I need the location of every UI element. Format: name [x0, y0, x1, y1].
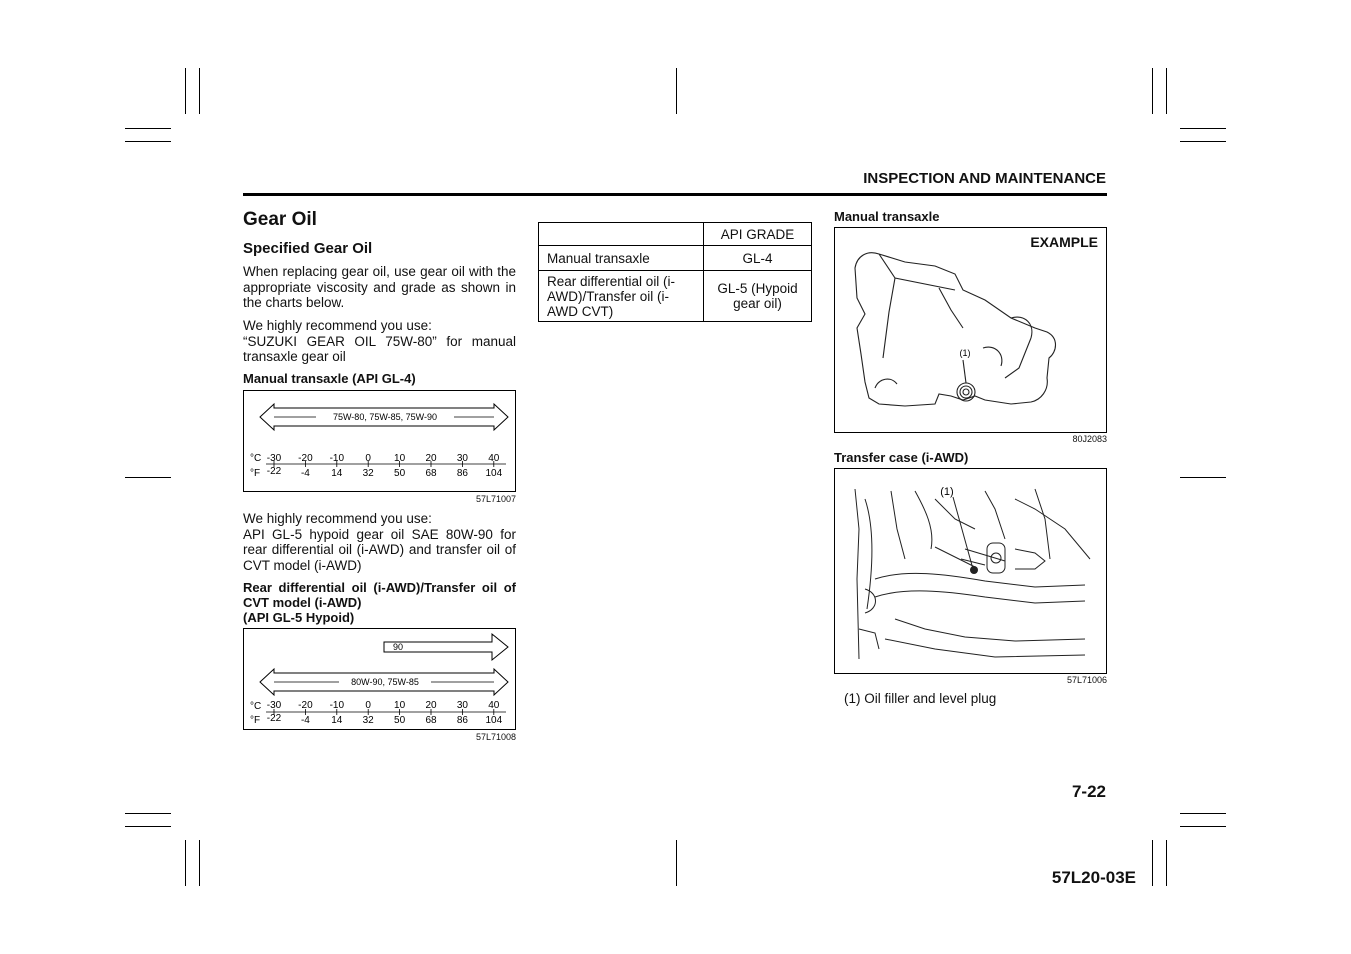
celsius-tick-label: 0: [365, 453, 371, 464]
chart2-ticks: [267, 700, 503, 726]
crop-mark: [125, 128, 171, 129]
celsius-tick-label: -30: [266, 453, 282, 464]
table-cell-grade: GL-5 (Hypoid gear oil): [704, 271, 812, 322]
crop-mark: [125, 477, 171, 478]
crop-mark: [1180, 477, 1226, 478]
fig-transfer-callout: (1): [940, 486, 954, 498]
fahrenheit-tick-label: -22: [266, 466, 282, 477]
celsius-tick-label: 10: [394, 453, 406, 464]
fahrenheit-tick-label: 86: [456, 468, 468, 479]
transaxle-drawing: [835, 228, 1106, 432]
chart2-figure: [243, 628, 516, 730]
fahrenheit-tick-label: 32: [362, 468, 374, 479]
chart1-celsius-unit: °C: [250, 453, 262, 464]
fahrenheit-tick-label: 86: [456, 715, 468, 726]
crop-mark: [1152, 68, 1153, 114]
table-row: [539, 246, 812, 271]
celsius-tick-label: -10: [329, 700, 345, 711]
api-grade-table: [538, 222, 812, 322]
fahrenheit-tick-label: 32: [362, 715, 374, 726]
recommend-2-line1: We highly recommend you use:: [243, 511, 432, 526]
celsius-tick-label: 20: [425, 700, 437, 711]
chart2-caption-line2: (API GL-5 Hypoid): [243, 610, 355, 625]
crop-mark: [1152, 840, 1153, 886]
header-rule: [243, 193, 1107, 196]
celsius-tick-label: 30: [456, 700, 468, 711]
transfer-case-outline: [855, 489, 1090, 659]
transaxle-outline: [855, 253, 1056, 406]
fahrenheit-tick-label: 14: [331, 468, 343, 479]
crop-mark: [125, 813, 171, 814]
chart1-caption: Manual transaxle (API GL-4): [243, 371, 416, 386]
celsius-tick-label: 40: [488, 453, 500, 464]
celsius-tick-label: -20: [298, 700, 313, 711]
table-cell-item: Manual transaxle: [539, 246, 704, 271]
section-subtitle: Specified Gear Oil: [243, 240, 373, 257]
fig-manual-transaxle: [834, 227, 1107, 433]
page-number: 7-22: [1071, 782, 1106, 801]
table-cell-grade: GL-4: [704, 246, 812, 271]
crop-mark: [1166, 68, 1167, 114]
recommend-paragraph-1: [243, 318, 516, 365]
celsius-tick-label: 20: [425, 453, 437, 464]
crop-mark: [1180, 813, 1226, 814]
celsius-tick-label: 10: [394, 700, 406, 711]
oil-plug-marker: [970, 566, 978, 574]
fig-transfer-case: [834, 468, 1107, 674]
chart2-fahrenheit-unit: °F: [250, 715, 261, 726]
celsius-tick-label: -10: [329, 453, 345, 464]
table-header-cell: [539, 223, 704, 246]
fig-transfer-id: 57L71006: [1066, 675, 1107, 685]
chart2-caption-line1: Rear differential oil (i-AWD)/Transfer oil of CVT model (i-AWD): [243, 580, 516, 610]
recommend-paragraph-2: [243, 511, 516, 573]
fahrenheit-tick-label: -4: [300, 715, 310, 726]
crop-mark: [676, 68, 677, 114]
celsius-tick-label: 0: [365, 700, 371, 711]
table-header-row: [539, 223, 812, 246]
fahrenheit-tick-label: -22: [266, 713, 282, 724]
fig-manual-callout: (1): [959, 348, 971, 358]
chart1-range-label: 75W-80, 75W-85, 75W-90: [332, 412, 438, 422]
chart2-bar1-label: 90: [392, 642, 404, 652]
chart1-fahrenheit-unit: °F: [250, 468, 261, 479]
table-header-cell: API GRADE: [704, 223, 812, 246]
celsius-tick-label: 30: [456, 453, 468, 464]
chart1-figure: [243, 390, 516, 492]
chart2-celsius-unit: °C: [250, 701, 262, 712]
fahrenheit-tick-label: 14: [331, 715, 343, 726]
celsius-tick-label: 40: [488, 700, 500, 711]
fig-manual-caption: Manual transaxle: [834, 209, 940, 224]
fahrenheit-tick-label: 104: [485, 468, 503, 479]
crop-mark: [1166, 840, 1167, 886]
chart1-fig-id: 57L71007: [475, 494, 516, 504]
crop-mark: [1180, 128, 1226, 129]
fahrenheit-tick-label: 104: [485, 715, 503, 726]
table-cell-item: Rear differential oil (i-AWD)/Transfer oil (i-AWD CVT): [539, 271, 704, 322]
table-row: [539, 271, 812, 322]
chart2-svg: [244, 629, 515, 729]
fig-transfer-caption: Transfer case (i-AWD): [834, 450, 969, 465]
celsius-tick-label: -20: [298, 453, 313, 464]
fig-manual-id: 80J2083: [1072, 434, 1107, 444]
crop-mark: [125, 141, 171, 142]
page-title: Gear Oil: [243, 209, 317, 230]
fahrenheit-tick-label: 50: [394, 468, 406, 479]
document-code: 57L20-03E: [1051, 868, 1136, 887]
chart1-svg: [244, 391, 515, 491]
chart1-ticks: [267, 453, 503, 479]
crop-mark: [125, 826, 171, 827]
fahrenheit-tick-label: 68: [425, 468, 437, 479]
figure-legend: (1) Oil filler and level plug: [844, 691, 997, 706]
chart2-fig-id: 57L71008: [475, 732, 516, 742]
fahrenheit-tick-label: -4: [300, 468, 310, 479]
transfer-case-drawing: [835, 469, 1106, 673]
crop-mark: [185, 68, 186, 114]
crop-mark: [199, 68, 200, 114]
recommend-1-line2: “SUZUKI GEAR OIL 75W-80” for manual transaxle gear oil: [243, 333, 516, 364]
recommend-2-line2: API GL-5 hypoid gear oil SAE 80W-90 for rear differential oil (i-AWD) and transfer oil of CVT model (i-AWD): [243, 526, 516, 573]
celsius-tick-label: -30: [266, 700, 282, 711]
crop-mark: [199, 840, 200, 886]
crop-mark: [676, 840, 677, 886]
crop-mark: [185, 840, 186, 886]
crop-mark: [1180, 141, 1226, 142]
crop-mark: [1180, 826, 1226, 827]
section-header: INSPECTION AND MAINTENANCE: [863, 170, 1106, 187]
intro-paragraph: When replacing gear oil, use gear oil with the appropriate viscosity and grade as shown in the charts below.: [243, 264, 516, 310]
chart2-bar2-label: 80W-90, 75W-85: [351, 677, 419, 687]
chart2-caption: [243, 580, 516, 625]
fahrenheit-tick-label: 50: [394, 715, 406, 726]
recommend-1-line1: We highly recommend you use:: [243, 318, 432, 333]
example-badge: EXAMPLE: [1030, 234, 1098, 250]
fahrenheit-tick-label: 68: [425, 715, 437, 726]
